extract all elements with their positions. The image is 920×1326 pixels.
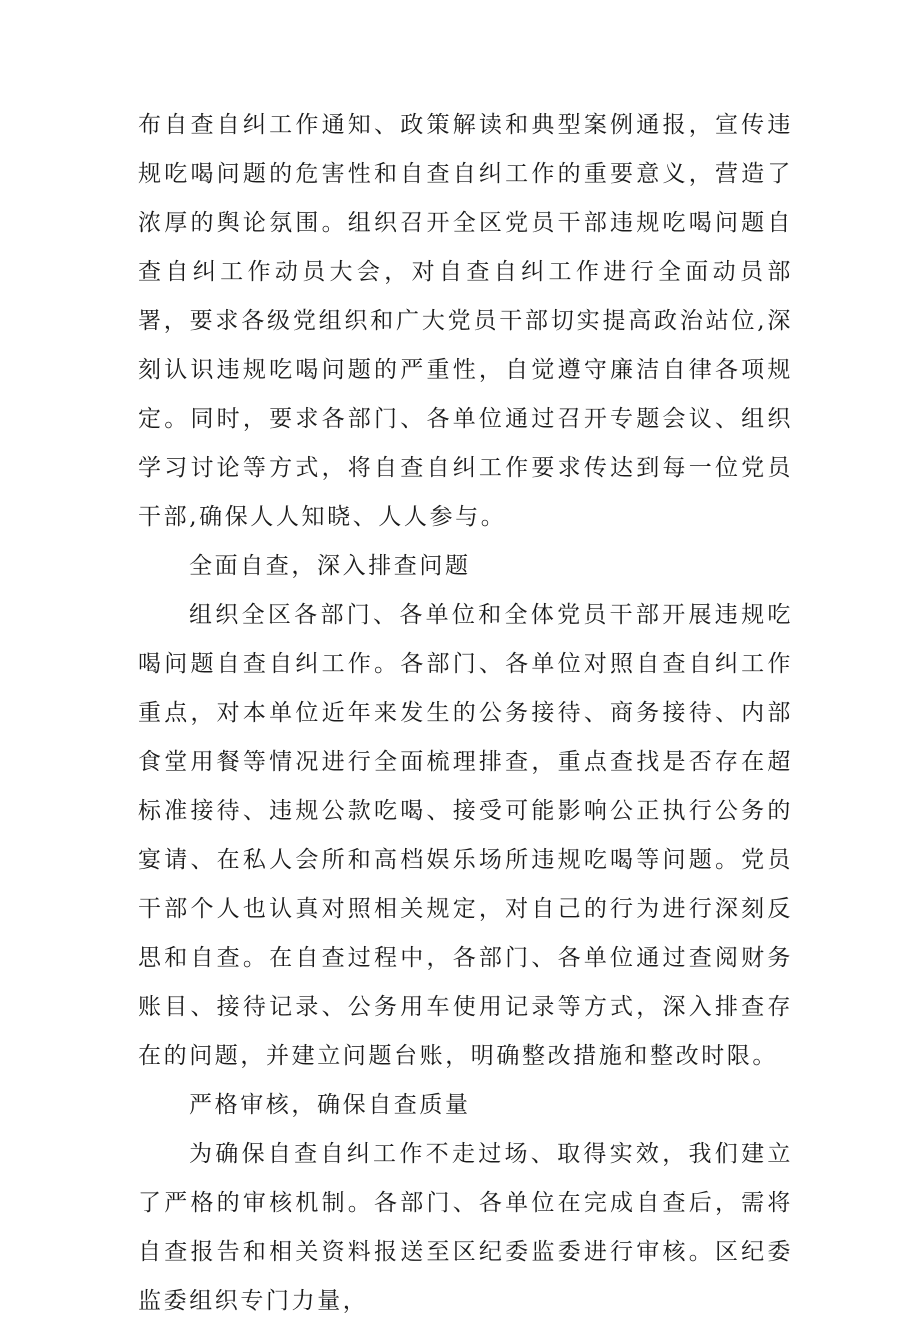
document-body	[138, 101, 793, 1326]
section-heading-strict-review: 严格审核，确保自查质量	[189, 1092, 471, 1118]
body-paragraph-2: 组织全区各部门、各单位和全体党员干部开展违规吃喝问题自查自纠工作。各部门、各单位对照自查自纠工作重点，对本单位近年来发生的公务接待、商务接待、内部食堂用餐等情况进行全面梳理排查，重点查找是否存在超标准接待、违规公款吃喝、接受可能影响公正执行公务的宴请、在私人会所和高档娱乐场所违规吃喝等问题。党员干部个人也认真对照相关规定，对自己的行为进行深刻反思和自查。在自查过程中，各部门、各单位通过查阅财务账目、接待记录、公务用车使用记录等方式，深入排查存在的问题，并建立问题台账，明确整改措施和整改时限。	[138, 602, 793, 1069]
body-paragraph-1: 布自查自纠工作通知、政策解读和典型案例通报，宣传违规吃喝问题的危害性和自查自纠工作的重要意义，营造了浓厚的舆论氛围。组织召开全区党员干部违规吃喝问题自查自纠工作动员大会，对自查自纠工作进行全面动员部署，要求各级党组织和广大党员干部切实提高政治站位,深刻认识违规吃喝问题的严重性，自觉遵守廉洁自律各项规定。同时，要求各部门、各单位通过召开专题会议、组织学习讨论等方式，将自查自纠工作要求传达到每一位党员干部,确保人人知晓、人人参与。	[138, 112, 793, 530]
section-heading-comprehensive-self-check: 全面自查，深入排查问题	[189, 553, 471, 579]
body-paragraph-3: 为确保自查自纠工作不走过场、取得实效，我们建立了严格的审核机制。各部门、各单位在完成自查后，需将自查报告和相关资料报送至区纪委监委进行审核。区纪委监委组织专门力量，	[138, 1141, 793, 1314]
